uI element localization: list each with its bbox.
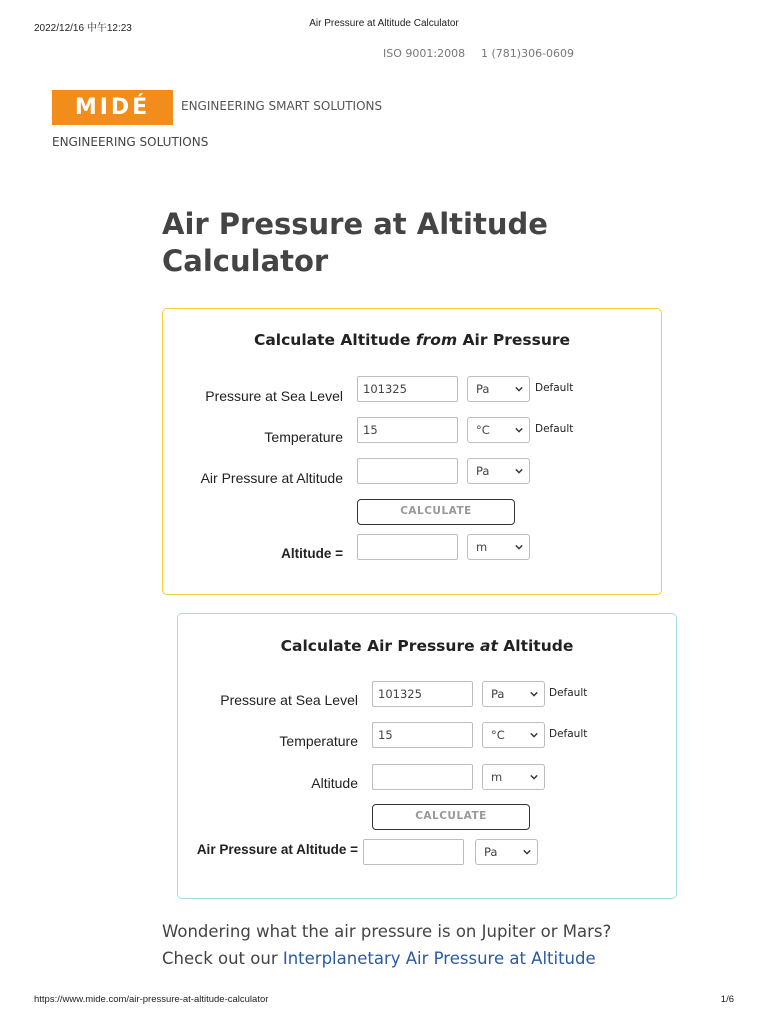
default-link[interactable]: Default xyxy=(549,728,588,740)
calculate-altitude-button[interactable]: CALCULATE xyxy=(357,499,515,525)
default-link[interactable]: Default xyxy=(535,423,574,435)
air-pressure-label: Air Pressure at Altitude xyxy=(200,470,343,486)
unit-value: m xyxy=(491,770,503,784)
interplanetary-promo xyxy=(162,918,722,972)
altitude-result-unit-select[interactable] xyxy=(467,534,530,560)
unit-value: Pa xyxy=(476,382,490,396)
promo-line: Wondering what the air pressure is on Jupiter or Mars? xyxy=(162,922,612,941)
altitude-unit-select[interactable] xyxy=(482,764,545,790)
unit-value: Pa xyxy=(484,845,498,859)
temperature-label: Temperature xyxy=(279,733,358,749)
sea-level-pressure-unit-select[interactable] xyxy=(482,681,545,707)
chevron-down-icon xyxy=(523,848,531,856)
default-link[interactable]: Default xyxy=(549,687,588,699)
print-datetime: 2022/12/16 中午12:23 xyxy=(34,23,132,34)
chevron-down-icon xyxy=(515,467,523,475)
unit-value: Pa xyxy=(491,687,505,701)
phone-link[interactable]: 1 (781)306-0609 xyxy=(481,47,575,60)
mide-logo[interactable] xyxy=(52,90,173,125)
temperature-input[interactable]: 15 xyxy=(357,417,458,443)
temperature-unit-select[interactable] xyxy=(467,417,530,443)
default-link[interactable]: Default xyxy=(535,382,574,394)
chevron-down-icon xyxy=(515,426,523,434)
unit-value: °C xyxy=(491,728,505,742)
temperature-label: Temperature xyxy=(264,429,343,445)
sea-level-pressure-unit-select[interactable] xyxy=(467,376,530,402)
chevron-down-icon xyxy=(530,773,538,781)
chevron-down-icon xyxy=(515,543,523,551)
chevron-down-icon xyxy=(530,731,538,739)
logo-text: MIDÉ xyxy=(74,95,151,120)
print-page-number: 1/6 xyxy=(720,994,734,1005)
page-title: Air Pressure at Altitude Calculator xyxy=(162,207,548,278)
unit-value: °C xyxy=(476,423,490,437)
brand-tagline: ENGINEERING SMART SOLUTIONS xyxy=(181,99,383,113)
pressure-result-label: Air Pressure at Altitude = xyxy=(196,842,358,857)
pressure-result-output[interactable] xyxy=(363,839,464,865)
interplanetary-calculator-link[interactable]: Interplanetary Air Pressure at Altitude xyxy=(282,949,596,968)
card-heading: Calculate Air Pressure at Altitude xyxy=(280,637,574,655)
temperature-input[interactable]: 15 xyxy=(372,722,473,748)
sea-level-pressure-input[interactable]: 101325 xyxy=(357,376,458,402)
chevron-down-icon xyxy=(515,385,523,393)
chevron-down-icon xyxy=(530,690,538,698)
altitude-input[interactable] xyxy=(372,764,473,790)
sea-level-pressure-label: Pressure at Sea Level xyxy=(220,692,358,708)
iso-link[interactable]: ISO 9001:2008 xyxy=(383,47,466,60)
print-url: https://www.mide.com/air-pressure-at-altitude-calculator xyxy=(34,994,269,1005)
nav-engineering-solutions[interactable]: ENGINEERING SOLUTIONS xyxy=(52,135,209,149)
air-pressure-unit-select[interactable] xyxy=(467,458,530,484)
altitude-label: Altitude xyxy=(311,775,358,791)
altitude-result-label: Altitude = xyxy=(281,546,343,561)
temperature-unit-select[interactable] xyxy=(482,722,545,748)
sea-level-pressure-label: Pressure at Sea Level xyxy=(205,388,343,404)
altitude-result-output[interactable] xyxy=(357,534,458,560)
print-doc-title: Air Pressure at Altitude Calculator xyxy=(309,18,459,29)
sea-level-pressure-input[interactable]: 101325 xyxy=(372,681,473,707)
pressure-result-unit-select[interactable] xyxy=(475,839,538,865)
air-pressure-input[interactable] xyxy=(357,458,458,484)
altitude-from-pressure-calculator xyxy=(162,308,662,595)
pressure-at-altitude-calculator xyxy=(177,613,677,899)
card-heading: Calculate Altitude from Air Pressure xyxy=(253,331,571,349)
unit-value: m xyxy=(476,540,488,554)
unit-value: Pa xyxy=(476,464,490,478)
calculate-pressure-button[interactable]: CALCULATE xyxy=(372,804,530,830)
promo-line: Check out our Interplanetary Air Pressure at Altitude xyxy=(162,949,596,968)
